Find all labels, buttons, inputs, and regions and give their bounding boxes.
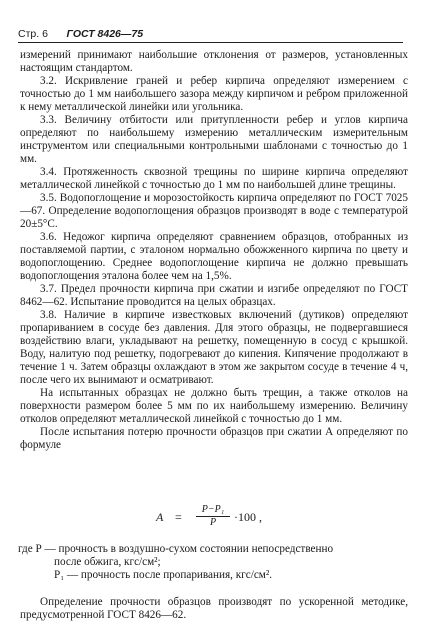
- legend-line: Р₁ — прочность после пропаривания, кгс/см².: [54, 569, 273, 581]
- page-number: Стр. 6: [18, 28, 48, 40]
- formula-multiplier: ·100 ,: [234, 510, 262, 524]
- header-rule: [18, 42, 403, 43]
- paragraph: измерений принимают наибольшие отклонения от размеров, установленных настоящим стандартом.: [20, 49, 408, 74]
- formula-equals: =: [175, 510, 182, 524]
- legend-line: где Р — прочность в воздушно-сухом состоянии непосредственно: [18, 543, 334, 555]
- formula-lhs: A: [156, 510, 164, 524]
- paragraph: 3.3. Величину отбитости или притупленности ребер и углов кирпича определяют по наибольшему измерению металлическим измерительным инструментом или специальными контрольными шаблонами с точностью до 1 мм.: [20, 114, 408, 165]
- standard-code: ГОСТ 8426—75: [66, 28, 144, 40]
- paragraph: 3.6. Недожог кирпича определяют сравнением образцов, отобранных из поставляемой партии, с эталоном нормально обожженного кирпича по цвету и водопоглощению. Среднее водопоглощение кирпича не должно превышать водопоглощения эталона более чем на 1,5%.: [20, 231, 408, 282]
- paragraph: 3.7. Предел прочности кирпича при сжатии и изгибе определяют по ГОСТ 8462—62. Испытание проводится на целых образцах.: [20, 283, 408, 308]
- formula-fraction: [196, 504, 230, 529]
- paragraph: 3.8. Наличие в кирпиче известковых включений (дутиков) определяют пропариванием в сосуде без давления. Для этого образцы, не подвергавшиеся воздействию влаги, укладывают на решетку, помещенную в сосуд с крышкой. Воду, налитую под решетку, подогревают до кипения. Кипячение продолжают в течение 1 ч. Затем образцы охлаждают в этом же закрытом сосуде в течение 4 ч, после чего их вынимают и осматривают.: [20, 309, 408, 386]
- page-header: [18, 28, 143, 40]
- formula-denominator: P: [209, 517, 217, 528]
- paragraph: 3.4. Протяженность сквозной трещины по ширине кирпича определяют металлической линейкой с точностью до 1 мм по наибольшей длине трещины.: [20, 166, 408, 191]
- formula-legend: [18, 543, 408, 582]
- paragraph: После испытания потерю прочности образцов при сжатии А определяют по формуле: [20, 426, 408, 451]
- paragraph: На испытанных образцах не должно быть трещин, а также отколов на поверхности размером более 5 мм по их наибольшему измерению. Величину отколов определяют металлической линейкой с точностью до 1 мм.: [20, 387, 408, 425]
- paragraph: 3.5. Водопоглощение и морозостойкость кирпича определяют по ГОСТ 7025—67. Определение водопоглощения образцов производят в воде с температурой 20±5°С.: [20, 192, 408, 230]
- legend-line: после обжига, кгс/см²;: [54, 556, 161, 568]
- paragraph: 3.2. Искривление граней и ребер кирпича определяют измерением с точностью до 1 мм наибольшего зазора между кирпичом и ребром приложенной к нему металлической линейки или угольника.: [20, 75, 408, 113]
- final-paragraph: Определение прочности образцов производят по ускоренной методике, предусмотренной ГОСТ 8426—62.: [20, 596, 408, 621]
- formula-numerator: P−P₁: [196, 504, 230, 517]
- body-text: [20, 49, 408, 452]
